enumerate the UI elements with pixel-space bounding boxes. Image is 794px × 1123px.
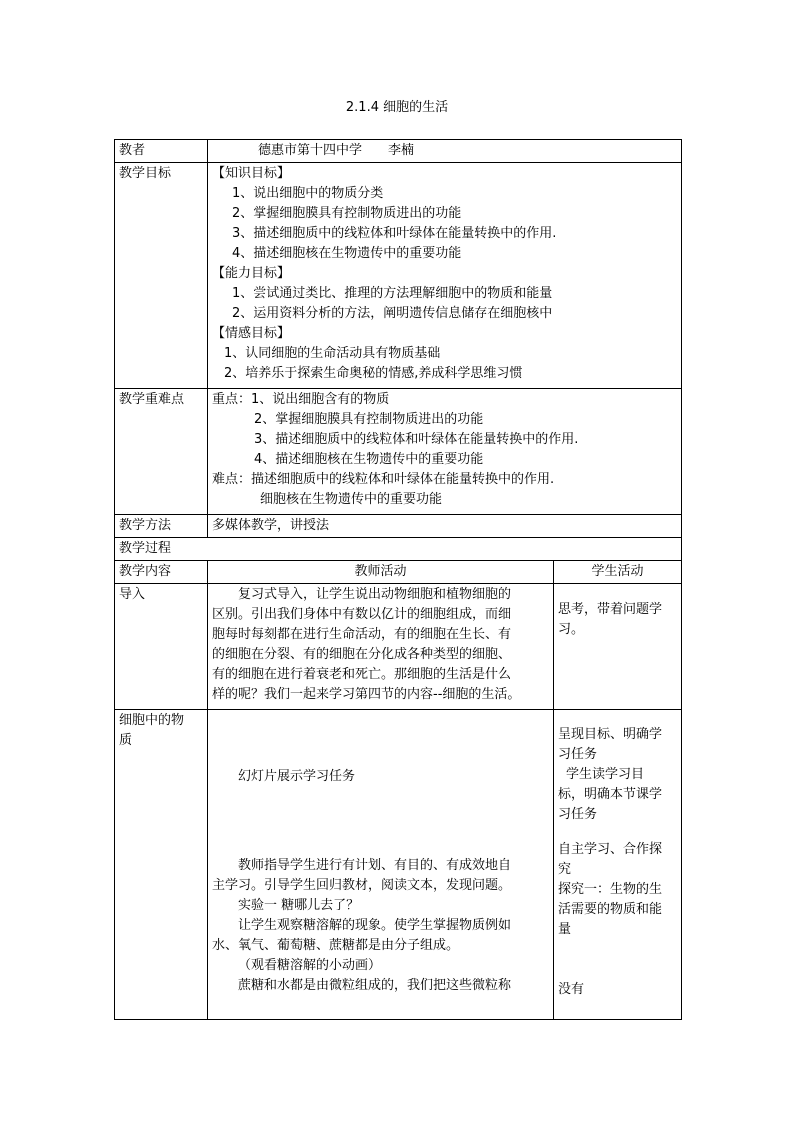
student-line: 没有 — [558, 982, 585, 997]
method-value: 多媒体教学，讲授法 — [208, 515, 682, 538]
intro-content-label: 导入 — [115, 584, 208, 710]
student-line: 思考，带着问题学 — [558, 602, 663, 617]
student-line: 习任务 — [558, 807, 598, 822]
substance-content-label — [115, 710, 208, 1020]
student-line: 活需要的物质和能 — [558, 902, 663, 917]
emotion-item: 1、认同细胞的生命活动具有物质基础 — [224, 346, 441, 361]
content-line: 细胞中的物 — [119, 713, 185, 728]
process-row — [115, 538, 682, 561]
key-points-content — [208, 389, 682, 515]
emotion-item: 2、培养乐于探索生命奥秘的情感,养成科学思维习惯 — [224, 366, 523, 381]
ability-item: 2、运用资料分析的方法，阐明遗传信息储存在细胞核中 — [232, 306, 553, 321]
ability-heading: 【能力目标】 — [212, 266, 291, 281]
objectives-content — [208, 163, 682, 389]
teacher-line: 复习式导入，让学生说出动物细胞和植物细胞的 — [238, 587, 512, 602]
key-points-label: 教学重难点 — [115, 389, 208, 515]
emotion-heading: 【情感目标】 — [212, 326, 291, 341]
header-teacher: 教师活动 — [208, 561, 554, 584]
teacher-line: （观看糖溶解的小动画） — [238, 958, 382, 973]
teacher-value: 德惠市第十四中学 李楠 — [208, 140, 682, 163]
student-line: 呈现目标、明确学 — [558, 727, 663, 742]
intro-student-activity — [554, 584, 682, 710]
intro-row — [115, 584, 682, 710]
knowledge-item: 3、描述细胞质中的线粒体和叶绿体在能量转换中的作用. — [232, 226, 557, 241]
student-line: 学生读学习目 — [566, 767, 645, 782]
student-line: 习。 — [558, 622, 585, 637]
teacher-line: 的细胞在分裂、有的细胞在分化成各种类型的细胞、 — [212, 647, 512, 662]
process-label: 教学过程 — [115, 538, 682, 561]
teacher-line: 有的细胞在进行着衰老和死亡。那细胞的生活是什么 — [212, 667, 512, 682]
student-line: 标，明确本节课学 — [558, 787, 663, 802]
substance-student-activity — [554, 710, 682, 1020]
objectives-label: 教学目标 — [115, 163, 208, 389]
teacher-line: 主学习。引导学生回归教材，阅读文本，发现问题。 — [212, 878, 512, 893]
focus-line: 4、描述细胞核在生物遗传中的重要功能 — [254, 452, 484, 467]
header-content: 教学内容 — [115, 561, 208, 584]
focus-line: 2、掌握细胞膜具有控制物质进出的功能 — [254, 412, 484, 427]
teacher-label: 教者 — [115, 140, 208, 163]
teacher-line: 样的呢？我们一起来学习第四节的内容--细胞的生活。 — [212, 687, 521, 702]
focus-line: 3、描述细胞质中的线粒体和叶绿体在能量转换中的作用. — [254, 432, 579, 447]
method-label: 教学方法 — [115, 515, 208, 538]
student-line: 探究一：生物的生 — [558, 882, 663, 897]
intro-teacher-activity — [208, 584, 554, 710]
document-title: 2.1.4 细胞的生活 — [345, 100, 449, 115]
teacher-line: 区别。引出我们身体中有数以亿计的细胞组成，而细 — [212, 607, 512, 622]
difficulty-line: 细胞核在生物遗传中的重要功能 — [260, 492, 443, 507]
teacher-line: 水、氧气、葡萄糖、蔗糖都是由分子组成。 — [212, 938, 460, 953]
teacher-row — [115, 140, 682, 163]
header-row — [115, 561, 682, 584]
ability-item: 1、尝试通过类比、推理的方法理解细胞中的物质和能量 — [232, 286, 553, 301]
student-line: 究 — [558, 862, 572, 877]
substance-teacher-activity — [208, 710, 554, 1020]
knowledge-heading: 【知识目标】 — [212, 166, 291, 181]
lesson-plan-table — [114, 139, 682, 1020]
teacher-line: 胞每时每刻都在进行生命活动，有的细胞在生长、有 — [212, 627, 512, 642]
teacher-line: 教师指导学生进行有计划、有目的、有成效地自 — [238, 858, 512, 873]
focus-line: 重点：1、说出细胞含有的物质 — [212, 392, 390, 407]
teacher-line: 蔗糖和水都是由微粒组成的，我们把这些微粒称 — [238, 978, 512, 993]
key-points-row — [115, 389, 682, 515]
student-line: 习任务 — [558, 747, 598, 762]
student-line: 自主学习、合作探 — [558, 842, 663, 857]
knowledge-item: 1、说出细胞中的物质分类 — [232, 186, 384, 201]
header-student: 学生活动 — [554, 561, 682, 584]
knowledge-item: 4、描述细胞核在生物遗传中的重要功能 — [232, 246, 462, 261]
method-row — [115, 515, 682, 538]
teacher-line: 让学生观察糖溶解的现象。使学生掌握物质例如 — [238, 918, 512, 933]
slide-caption: 幻灯片展示学习任务 — [238, 769, 356, 784]
substance-row — [115, 710, 682, 1020]
knowledge-item: 2、掌握细胞膜具有控制物质进出的功能 — [232, 206, 462, 221]
difficulty-line: 难点：描述细胞质中的线粒体和叶绿体在能量转换中的作用. — [212, 472, 555, 487]
student-line: 量 — [558, 922, 572, 937]
content-line: 质 — [119, 733, 133, 748]
objectives-row — [115, 163, 682, 389]
experiment-title: 实验一 糖哪儿去了？ — [238, 898, 360, 913]
